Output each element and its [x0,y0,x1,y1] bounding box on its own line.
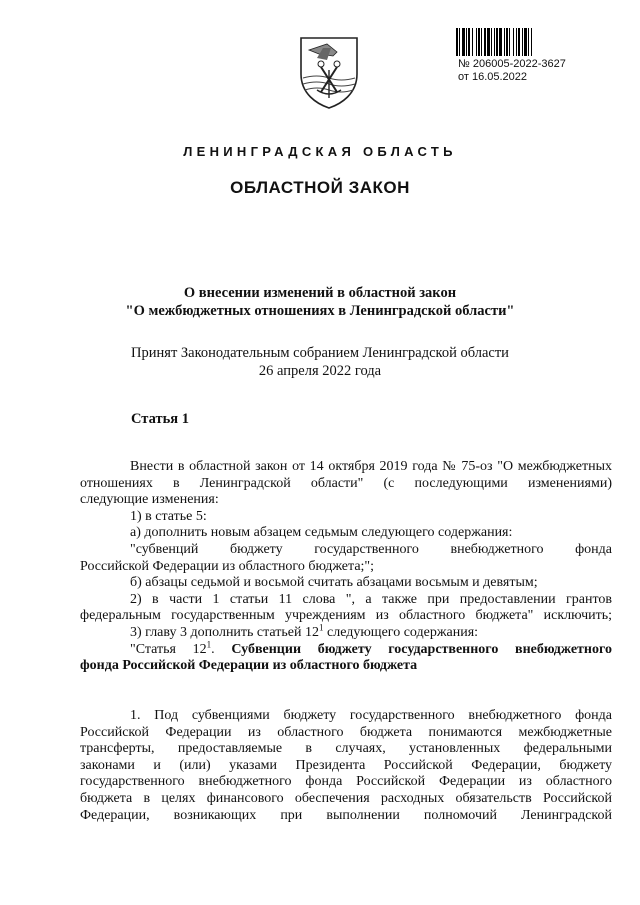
paragraph-line: 1. Под субвенциями бюджету государственного внебюджетного фонда [130,708,612,723]
barcode-stripe [532,28,534,56]
amendment-item: федеральным государственным учреждениям из областного бюджета" исключить; [80,608,612,624]
paragraph-line: Российской Федерации из областного бюджета понимаются межбюджетные [80,724,612,740]
law-title-line: "О межбюджетных отношениях в Ленинградской области" [125,303,515,319]
intro-line: отношениях в Ленинградской области" (с последующими изменениями) [80,475,612,491]
barcode-icon [456,28,606,56]
law-title [0,284,640,320]
intro-line: следующие изменения: [80,492,219,508]
law-title-line: О внесении изменений в областной закон [183,285,457,301]
adoption-note [0,344,640,380]
paragraph-line: государственного внебюджетного фонда Российской Федерации из областного [80,774,612,790]
coat-of-arms-icon [297,34,361,110]
amendment-item: 1) в статье 5: [130,508,207,524]
intro-line: Внести в областной закон от 14 октября 2019 года № 75-оз "О межбюджетных [130,459,612,474]
paragraph-line: бюджета в целях финансового обеспечения расходных обязательств Российской [80,790,612,806]
article-heading: Статья 1 [131,411,189,427]
paragraph-line: Федерации, возникающих при выполнении полномочий Ленинградской [80,807,612,823]
region-heading: ЛЕНИНГРАДСКАЯ ОБЛАСТЬ [183,144,457,159]
paragraph-line: трансферты, предоставляемые в случаях, установленных федеральными [80,741,612,757]
item3-text: 3) главу 3 дополнить статьей 12 [130,624,319,640]
amendment-item: б) абзацы седьмой и восьмой считать абзацами восьмым и девятым; [130,575,538,591]
adoption-line: Принят Законодательным собранием Ленинградской области [131,345,509,361]
document-type-heading: ОБЛАСТНОЙ ЗАКОН [230,178,410,197]
registration-date: от 16.05.2022 [458,71,528,83]
paragraph-line: законами и (или) указами Президента Российской Федерации, бюджету [80,757,612,773]
amendment-item: 2) в части 1 статьи 11 слова ", а также при предоставлении грантов [130,591,612,607]
adoption-date: 26 апреля 2022 года [258,363,382,379]
article-body [80,459,612,675]
quoted-text: Российской Федерации из областного бюджета;"; [80,558,375,574]
new-article-title: фонда Российской Федерации из областного бюджета [80,658,418,674]
new-article-body [80,708,612,824]
new-article-label: . [211,641,215,657]
amendment-item [80,622,612,642]
superscript: 1 [206,638,212,649]
amendment-item: а) дополнить новым абзацем седьмым следующего содержания: [130,525,513,541]
new-article-heading [80,638,612,659]
registration-info [458,58,566,84]
superscript: 1 [319,622,324,633]
registration-number: № 206005-2022-3627 [458,58,566,70]
quoted-text: "субвенций бюджету государственного внебюджетного фонда [130,541,612,557]
item3-text: следующего содержания: [323,624,479,640]
new-article-title: Субвенции бюджету государственного внебюджетного [214,641,612,657]
new-article-label: "Статья 12 [130,641,207,657]
